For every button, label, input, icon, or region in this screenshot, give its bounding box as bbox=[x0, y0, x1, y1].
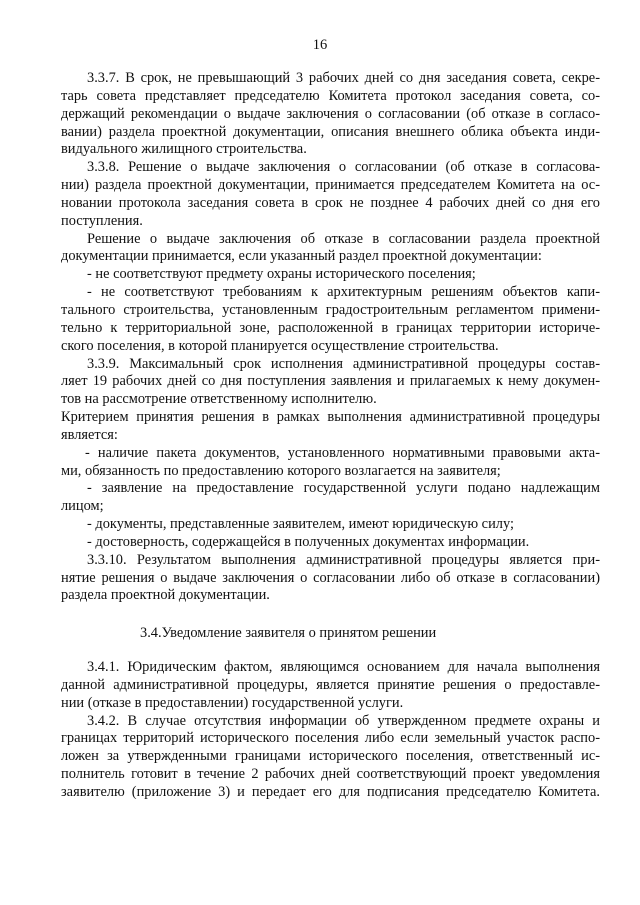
list-item: - не соответствуют требованиям к архитектурным решениям объектов капи- bbox=[87, 284, 600, 301]
text-line: новании протокола заседания совета в срок не позднее 4 рабочих дней со дня его bbox=[61, 194, 600, 211]
text-line: тельно к территориальной зоне, расположенной в границах территории историче- bbox=[61, 319, 600, 336]
text-line: тов на рассмотрение ответственному исполнителю. bbox=[61, 391, 377, 408]
list-item: - не соответствуют предмету охраны исторического поселения; bbox=[87, 266, 476, 283]
text-line: ского поселения, в которой планируется осуществление строительства. bbox=[61, 337, 499, 354]
text-line: заявителю (приложение 3) и передает его для подписания председателю Комитета. bbox=[61, 783, 600, 800]
text-line: Решение о выдаче заключения об отказе в согласовании раздела проектной bbox=[87, 230, 600, 247]
text-line: 3.3.9. Максимальный срок исполнения административной процедуры состав- bbox=[87, 355, 600, 372]
body-text-block-1 bbox=[61, 70, 600, 605]
text-line: видуального жилищного строительства. bbox=[61, 141, 307, 158]
list-item: - заявление на предоставление государственной услуги подано надлежащим bbox=[87, 480, 600, 497]
list-item: - документы, представленные заявителем, имеют юридическую силу; bbox=[87, 516, 514, 533]
list-item: - достоверность, содержащейся в полученных документах информации. bbox=[87, 533, 530, 550]
page-number: 16 bbox=[312, 37, 328, 53]
text-line: 3.4.1. Юридическим фактом, являющимся основанием для начала выполнения bbox=[87, 659, 600, 675]
text-line: нятие решения о выдаче заключения о согласовании либо об отказе в согласовании) bbox=[61, 569, 600, 586]
text-line: ляет 19 рабочих дней со дня поступления заявления и прилагаемых к нему докумен- bbox=[61, 373, 600, 390]
text-line: полнитель готовит в течение 2 рабочих дней соответствующий проект уведомления bbox=[61, 766, 600, 783]
text-line: нии) раздела проектной документации, принимается председателем Комитета на ос- bbox=[61, 177, 600, 194]
text-line: тального строительства, установленным градостроительным регламентом примени- bbox=[61, 301, 600, 318]
text-line: ложен за утвержденными границами исторического поселения, ответственный ис- bbox=[61, 748, 600, 765]
text-line: раздела проектной документации. bbox=[61, 587, 270, 604]
text-line: тарь совета представляет председателю Комитета протокол заседания совета, со- bbox=[61, 87, 600, 104]
text-line: документации принимается, если указанный раздел проектной документации: bbox=[61, 248, 542, 265]
text-line: лицом; bbox=[61, 498, 104, 515]
text-line: нии (отказе в предоставлении) государственной услуги. bbox=[61, 694, 404, 711]
text-line: ми, обязанность по предоставлению которого возлагается на заявителя; bbox=[61, 462, 501, 479]
body-text-block-2 bbox=[61, 659, 600, 802]
text-line: вании) раздела проектной документации, описания внешнего облика объекта инди- bbox=[61, 123, 600, 140]
list-item: - наличие пакета документов, установленного нормативными правовыми акта- bbox=[85, 444, 600, 461]
text-line: 3.4.2. В случае отсутствия информации об утвержденном предмете охраны и bbox=[87, 712, 600, 729]
text-line: держащий рекомендации о выдаче заключения о согласовании (об отказе в согласо- bbox=[61, 105, 600, 122]
text-line: 3.3.8. Решение о выдаче заключения о согласовании (об отказе в согласова- bbox=[87, 159, 600, 176]
text-line: Критерием принятия решения в рамках выполнения административной процедуры bbox=[61, 409, 600, 426]
text-line: поступления. bbox=[61, 212, 143, 229]
text-line: 3.3.7. В срок, не превышающий 3 рабочих дней со дня заседания совета, секре- bbox=[87, 70, 600, 86]
section-heading: 3.4.Уведомление заявителя о принятом решении bbox=[140, 625, 437, 641]
text-line: 3.3.10. Результатом выполнения административной процедуры является при- bbox=[87, 551, 600, 568]
text-line: является: bbox=[61, 426, 118, 443]
text-line: данной административной процедуры, является принятие решения о предоставле- bbox=[61, 676, 600, 693]
text-line: границах территорий исторического поселения либо если земельный участок распо- bbox=[61, 730, 600, 747]
